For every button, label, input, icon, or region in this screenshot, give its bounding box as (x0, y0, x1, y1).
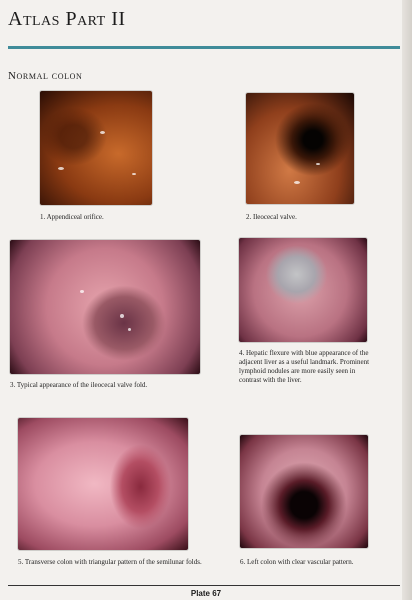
page-title: Atlas Part II (8, 8, 126, 30)
endoscopy-photo-left-colon (240, 435, 368, 548)
figure-caption-1: 1. Appendiceal orifice. (40, 213, 104, 221)
page-edge (402, 0, 412, 600)
endoscopy-photo-transverse-colon (18, 418, 188, 550)
endoscopy-photo-ileocecal-valve-fold (10, 240, 200, 374)
figure-caption-5: 5. Transverse colon with triangular pattern of the semilunar folds. (18, 558, 202, 566)
title-divider (8, 46, 400, 49)
figure-caption-2: 2. Ileocecal valve. (246, 213, 297, 221)
plate-number: Plate 67 (190, 589, 222, 598)
figure-caption-6: 6. Left colon with clear vascular pattern. (240, 558, 354, 566)
endoscopy-photo-hepatic-flexure (239, 238, 367, 342)
endoscopy-photo-ileocecal-valve (246, 93, 354, 204)
section-heading: Normal colon (8, 70, 83, 82)
footer-divider (8, 585, 400, 586)
figure-caption-3: 3. Typical appearance of the ileocecal valve fold. (10, 381, 148, 389)
endoscopy-photo-appendiceal-orifice (40, 91, 152, 205)
figure-caption-4: 4. Hepatic flexure with blue appearance of the adjacent liver as a useful landmark. Prominent lymphoid nodules are more easily seen in contrast with the liver. (239, 349, 370, 384)
